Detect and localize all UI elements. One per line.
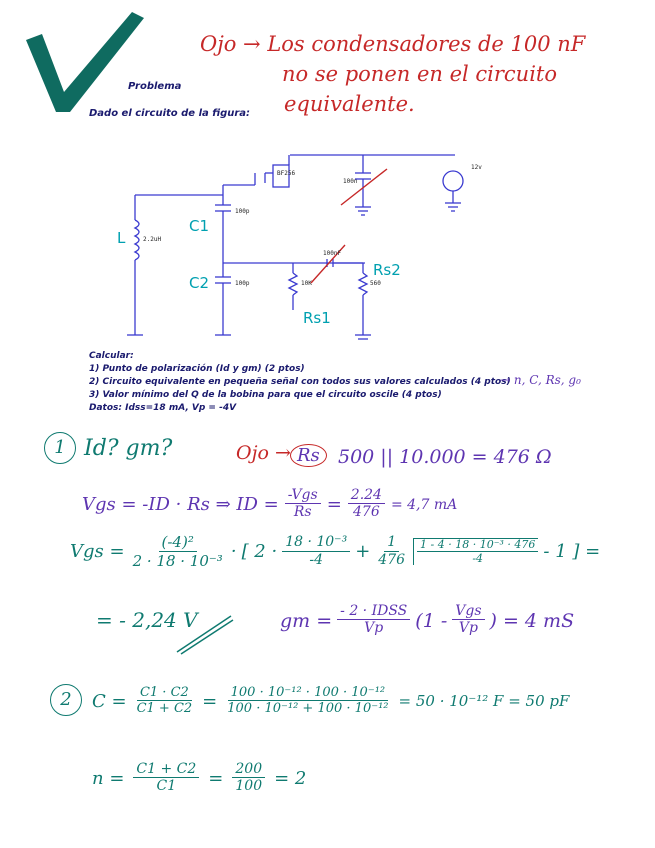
capacitance-result: = 50 · 10⁻¹² F = 50 pF [398,692,570,711]
rs-label: Rs [290,444,327,467]
solution-1-question: Id? gm? [84,436,173,461]
c-fraction-2: $\frac{\text{100 · 10⁻¹² · 100 · 10⁻¹²}}{\text{100 · 10⁻¹² + 100 · 10⁻¹²}}$ [227,685,389,717]
c-fraction-1: $\frac{C1 \cdot C2}{C1 + C2}$ [136,685,193,717]
circuit-diagram [105,145,525,345]
solution-1-number: 1 [44,432,76,464]
c2-value-label: 100p [235,280,250,287]
gm-fraction: $\frac{\text{- 2 · IDSS}}{Vp}$ [337,604,410,637]
sqrt-expression [413,538,538,565]
vgs-fraction-1: $\frac{\text{(-4)²}}{\text{2 · 18 · 10⁻³}}$ [132,533,223,570]
id-result: = 4,7 mA [390,496,458,513]
vgs-fraction-2: $\frac{\text{18 · 10⁻³}}{-4}$ [282,535,350,568]
note-line-3: equivalente. [284,92,415,116]
note-line-1: Ojo → Los condensadores de 100 nF [200,32,586,56]
vgs-fraction-3: $\frac{1}{476}$ [378,534,406,568]
sqrt-fraction: $\frac{\text{1 - 4 · 18 · 10⁻³ · 476}}{-4}$ [417,539,538,565]
rs-calc: 500 || 10.000 = 476 Ω [338,446,552,468]
c1-value-label: 100p [235,208,250,215]
transistor-label: BF256 [277,170,296,177]
vgs-result: = - 2,24 V [96,608,198,632]
cap-top-label: 100n [343,178,358,185]
gm-equation: gm = $\frac{\text{- 2 · IDSS}}{Vp}$ (1 - $\frac{\text{Vgs}}{Vp}$ ) = 4 mS [280,603,575,637]
n-fraction-1: $\frac{C1 + C2}{C1}$ [133,762,199,795]
task-2-note: → n, C, Rs, g₀ [500,373,581,387]
problem-intro: Dado el circuito de la figura: [89,108,251,119]
gm-vgs-fraction: $\frac{\text{Vgs}}{Vp}$ [452,604,484,637]
tasks-heading: Calcular: [89,351,134,361]
id-value-fraction: $\frac{2.24}{476}$ [348,488,385,521]
check-mark-icon [20,8,150,118]
note-line-2: no se ponen en el circuito [282,62,558,86]
id-fraction: $\frac{\text{-Vgs}}{Rs}$ [285,488,321,521]
rs1-label: Rs1 [303,309,331,327]
n-equation: n = $\frac{C1 + C2}{C1}$ = $\frac{200}{100}$ = 2 [92,761,307,795]
inductor-label: L [117,229,126,247]
cap-mid-label: 100nF [323,250,342,257]
capacitance-equation: C = $\frac{C1 \cdot C2}{C1 + C2}$ = $\frac{\text{100 · 10⁻¹² · 100 · 10⁻¹²}}{\text{100 · 10⁻¹² + 100 · 10⁻¹²}}$ = 50 · 10⁻¹² F = 50 pF [92,685,570,717]
n-fraction-2: $\frac{200}{100}$ [232,762,265,795]
rs2-label: Rs2 [373,261,401,279]
rs1-value-label: 10K [301,280,312,287]
task-2: 2) Circuito equivalente en pequeña señal con todos sus valores calculados (4 ptos) [89,377,511,387]
solution-2-number: 2 [50,684,82,716]
l-value-label: 2.2uH [143,236,162,243]
vgs-relation: Vgs = -ID · Rs ⇒ ID = [82,494,279,516]
datos: Datos: Idss=18 mA, Vp = -4V [89,403,237,413]
task-3: 3) Valor mínimo del Q de la bobina para que el circuito oscile (4 ptos) [89,390,442,400]
underline-mark-icon [175,612,235,656]
id-equation: Vgs = -ID · Rs ⇒ ID = $\frac{\text{-Vgs}}{Rs}$ = $\frac{2.24}{476}$ = 4,7 mA [82,487,458,521]
c2-label: C2 [189,274,210,292]
ojo-label: Ojo → [236,442,291,464]
supply-label: 12v [471,164,482,171]
problem-title: Problema [128,81,182,92]
c1-label: C1 [189,217,210,235]
task-1: 1) Punto de polarización (Id y gm) (2 ptos) [89,364,305,374]
rs2-value-label: 560 [370,280,381,287]
n-result: = 2 [274,768,307,790]
vgs-equation: Vgs = $\frac{\text{(-4)²}}{\text{2 · 18 · 10⁻³}}$ · [ 2 · $\frac{\text{18 · 10⁻³}}{-4}$ + $\frac{1}{476}$ $\frac{\text{1 - 4 · 18 · 10⁻³ · 476}}{-4}$ - 1 ] = [70,533,601,570]
